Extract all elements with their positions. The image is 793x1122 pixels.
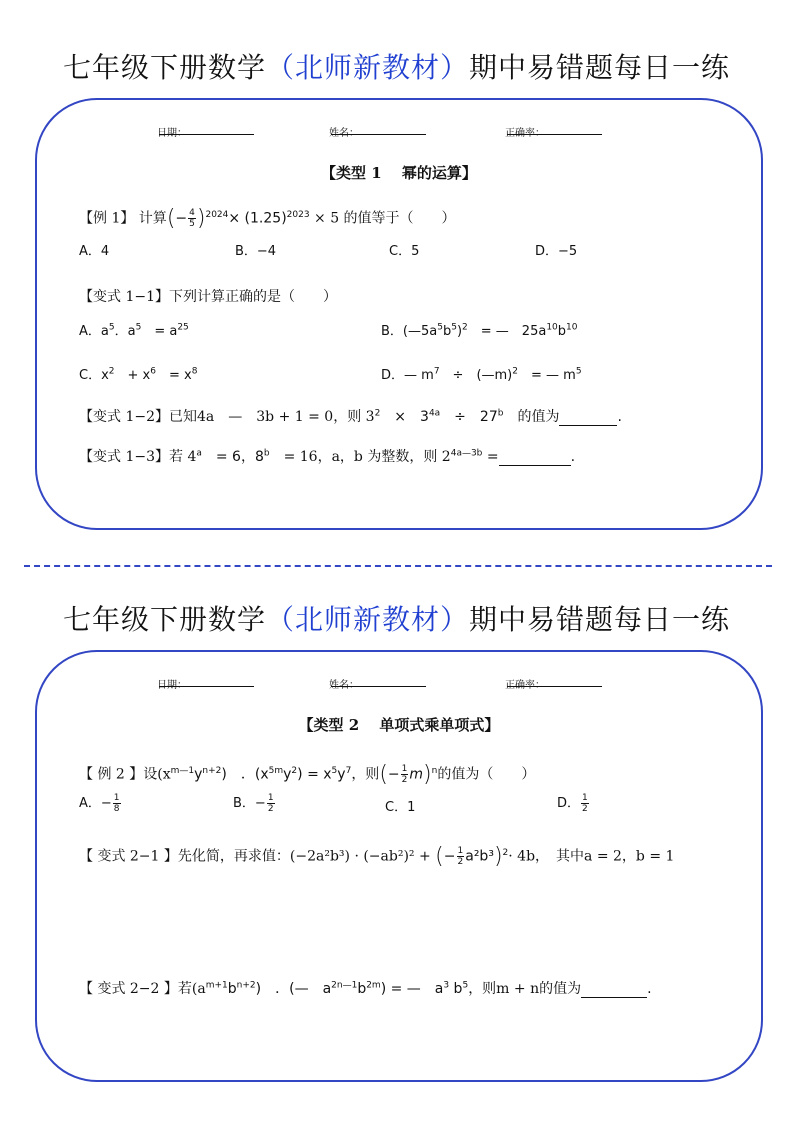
rate-label: 正确率： [505, 680, 545, 691]
ex2-option-c: C．1 [385, 800, 416, 815]
ex1-sign: − [175, 210, 188, 227]
v11b-e2: 5 [451, 322, 457, 333]
v21-sign: − [443, 848, 456, 865]
v11d-e3: 5 [575, 366, 582, 377]
variant-1-3 [79, 446, 575, 466]
v13-lead: 【变式 1−3】若 4 [79, 449, 197, 465]
v22-e4: 2m [366, 980, 381, 991]
v11c-e2: 6 [150, 366, 156, 377]
v11c-e3: 8 [191, 366, 198, 377]
date-blank[interactable] [159, 124, 254, 135]
ex1-option-b: B．−4 [235, 244, 277, 259]
v11a-1: A．a [79, 324, 109, 339]
ex1-exp1: 2024 [205, 209, 229, 220]
v13-tail: = [482, 449, 499, 465]
name-blank[interactable] [331, 676, 426, 687]
v12-answer-blank[interactable] [559, 413, 617, 426]
ex1-mid: × (1.25) [228, 210, 287, 227]
v11a-3: = a [141, 324, 178, 339]
v11d-e1: 7 [433, 366, 440, 377]
ex2-e6: 7 [345, 765, 352, 776]
variant-1-2 [79, 406, 622, 426]
v21-inner: a²b³ [465, 848, 494, 865]
v13-end: . [570, 449, 576, 465]
ex2b-label: B．− [233, 796, 266, 811]
paren-close: ) [423, 762, 432, 787]
v11d-3: = — m [517, 368, 576, 383]
v22-lead: 【 变式 2−2 】若(a [79, 981, 206, 997]
v11b-e5: 10 [566, 322, 578, 333]
v22-e5: 3 [443, 980, 450, 991]
title-highlight: （北师新教材） [265, 51, 469, 84]
example-1 [79, 206, 456, 231]
rate-blank[interactable] [507, 676, 602, 687]
section-heading: 【类型 2 单项式乘单项式】 [298, 716, 500, 734]
v22-b2: b [357, 981, 367, 997]
worksheet-card-1 [35, 98, 763, 530]
rate-blank[interactable] [507, 124, 602, 135]
v22-e2: n+2 [236, 980, 256, 991]
v21-lead: 【 变式 2−1 】先化简，再求值：(−2a²b³) · (−ab²)² + [79, 848, 436, 865]
ex2-tail: 的值为（ ） [437, 766, 536, 783]
ex1-exp2: 2023 [286, 209, 310, 220]
ex2-m: m [409, 766, 424, 783]
ex2-y2: y [283, 766, 292, 783]
ex2b-den: 2 [267, 804, 274, 814]
paren-open: ( [435, 844, 444, 869]
ex2-option-b [233, 792, 276, 814]
v21-tail: · 4b， 其中a = 2，b = 1 [508, 848, 675, 865]
v22-mid: ) ．(— a [255, 981, 332, 997]
v11c-1: C．x [79, 368, 109, 383]
v21-num: 1 [457, 846, 464, 856]
ex2-e4: 2 [291, 765, 298, 776]
sheet1-title [0, 46, 793, 86]
v11a-e2: 5 [135, 322, 142, 333]
v11b-3: ) [456, 324, 463, 339]
v13-answer-blank[interactable] [499, 453, 571, 466]
title-text-end: 期中易错题每日一练 [469, 603, 731, 636]
v11-option-c [79, 364, 197, 383]
v13-e2: b [263, 448, 270, 459]
ex2d-num: 1 [582, 793, 588, 803]
ex2a-den: 8 [113, 804, 120, 814]
v11b-1: B．(—5a [381, 324, 438, 339]
v11b-2: b [442, 324, 452, 339]
ex2d-frac [581, 793, 589, 814]
v11a-e1: 5 [108, 322, 115, 333]
title-text: 七年级下册数学 [62, 51, 266, 84]
ex2-lead: 【 例 2 】设(x [79, 766, 171, 783]
v11a-e3: 25 [177, 322, 189, 333]
ex2-y: y [194, 766, 203, 783]
v22-answer-blank[interactable] [581, 985, 647, 998]
rate-label: 正确率： [505, 128, 545, 139]
ex2-mid3: ，则 [351, 766, 380, 783]
v13-e3: 4a—3b [450, 448, 483, 459]
v12-e2: 4a [428, 408, 441, 419]
ex2a-num: 1 [113, 793, 120, 803]
title-text: 七年级下册数学 [62, 603, 266, 636]
v13-mid1: = 6，8 [201, 449, 264, 465]
v21-fraction [457, 846, 465, 867]
worksheet-card-2 [35, 650, 763, 1082]
ex1-num: 4 [189, 208, 195, 218]
name-label: 姓名： [329, 680, 359, 691]
ex1-option-c: C．5 [389, 244, 420, 259]
v22-end: . [647, 981, 652, 997]
v11d-2: ÷ (—m) [439, 368, 513, 383]
ex2-e2: n+2 [202, 765, 222, 776]
v11b-e1: 5 [437, 322, 443, 333]
v11c-e1: 2 [108, 366, 115, 377]
ex2-sign: − [387, 766, 400, 783]
v11b-4: = — 25a [467, 324, 547, 339]
ex2-mid: ) ．(x [221, 766, 269, 783]
ex2d-den: 2 [582, 804, 588, 814]
v13-mid2: = 16，a，b 为整数，则 2 [269, 449, 451, 465]
v22-e1: m+1 [205, 980, 228, 991]
v22-e6: 5 [462, 980, 469, 991]
v22-b3: b [449, 981, 463, 997]
variant-1-1: 【变式 1−1】下列计算正确的是（ ） [79, 289, 337, 305]
ex2-option-a [79, 792, 122, 814]
example-2 [79, 762, 535, 787]
ex2b-num: 1 [267, 793, 274, 803]
sheet2-title [0, 598, 793, 638]
v12-e3: b [497, 408, 504, 419]
paren-close: ) [196, 206, 206, 231]
ex2-e7: n [431, 765, 438, 776]
v11c-2: + x [114, 368, 151, 383]
title-text-end: 期中易错题每日一练 [469, 51, 731, 84]
ex2-e5: 5 [331, 765, 338, 776]
ex1-lead: 【例 1】 计算 [79, 210, 167, 227]
title-highlight: （北师新教材） [265, 603, 469, 636]
v22-e3: 2n—1 [331, 980, 358, 991]
section-heading: 【类型 1 幂的运算】 [321, 164, 477, 182]
ex1-den: 5 [189, 219, 195, 229]
v22-mid2: ) = — a [380, 981, 444, 997]
v21-work-space[interactable] [79, 882, 719, 962]
ex2a-label: A．− [79, 796, 112, 811]
date-label: 日期： [157, 128, 187, 139]
ex2-y3: y [337, 766, 346, 783]
ex2a-frac [113, 793, 121, 814]
paren-close: ) [493, 844, 503, 869]
ex2-den: 2 [401, 775, 408, 785]
v11b-5: b [557, 324, 567, 339]
v11b-e4: 10 [546, 322, 558, 333]
paren-open: ( [379, 762, 388, 787]
v22-tail: ，则m + n的值为 [468, 981, 582, 997]
variant-2-2 [79, 978, 652, 998]
v12-lead: 【变式 1−2】已知4a — 3b + 1 = 0，则 3 [79, 409, 375, 425]
ex1-tail: × 5 的值等于（ ） [309, 210, 456, 227]
ex1-option-a: A．4 [79, 244, 110, 259]
v22-b: b [227, 981, 237, 997]
v21-den: 2 [457, 857, 464, 867]
v12-end: . [617, 409, 622, 425]
dashed-divider [24, 565, 772, 567]
v11-option-d [381, 364, 582, 383]
v11b-e3: 2 [462, 322, 468, 333]
v11d-1: D．— m [381, 368, 434, 383]
name-blank[interactable] [331, 124, 426, 135]
ex2d-label: D． [557, 796, 581, 811]
ex2-fraction [401, 764, 409, 785]
ex1-option-d: D．−5 [535, 244, 578, 259]
v11-option-b [381, 320, 578, 339]
name-label: 姓名： [329, 128, 359, 139]
v13-e1: a [196, 448, 202, 459]
ex2-e1: m—1 [170, 765, 195, 776]
date-label: 日期： [157, 680, 187, 691]
variant-2-1 [79, 844, 674, 869]
v12-tail: 的值为 [503, 409, 560, 425]
paren-open: ( [166, 206, 176, 231]
ex2-num: 1 [401, 764, 408, 774]
ex2-option-d [557, 792, 590, 814]
v11d-e2: 2 [512, 366, 518, 377]
v21-e1: 2 [502, 847, 509, 858]
v12-e1: 2 [374, 408, 381, 419]
v12-mid2: ÷ 27 [440, 409, 498, 425]
v12-mid1: × 3 [380, 409, 429, 425]
ex2-mid2: ) = x [297, 766, 332, 783]
v11a-2: ．a [114, 324, 136, 339]
ex2-e3: 5m [268, 765, 284, 776]
v11c-3: = x [155, 368, 192, 383]
date-blank[interactable] [159, 676, 254, 687]
ex1-fraction [188, 208, 196, 229]
v11-option-a [79, 320, 189, 339]
ex2b-frac [267, 793, 275, 814]
